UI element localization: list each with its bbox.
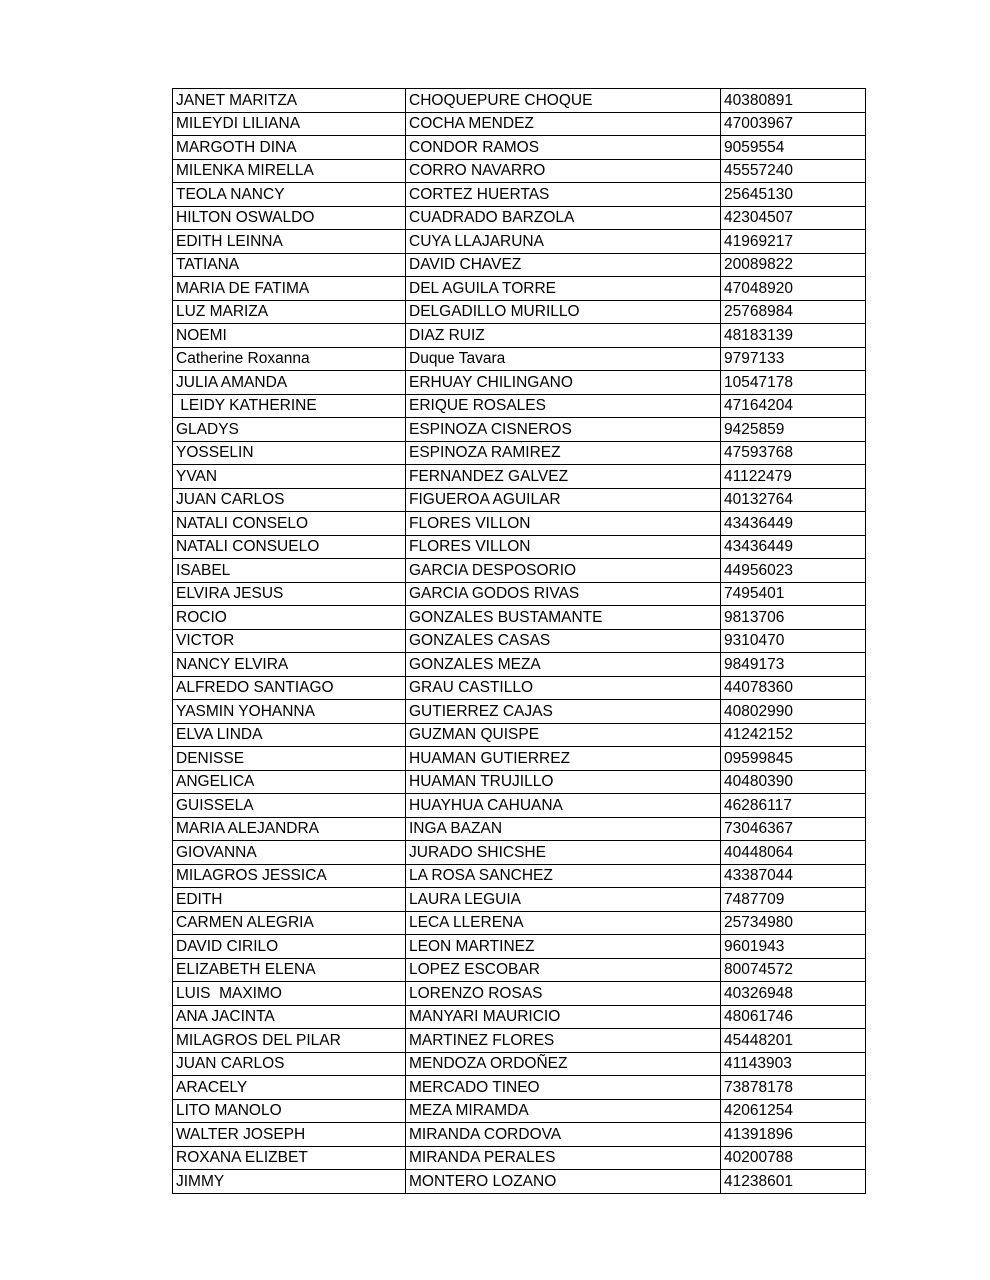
table-row xyxy=(173,676,866,700)
document-page xyxy=(172,88,866,1194)
first-name-cell: HILTON OSWALDO xyxy=(173,206,406,230)
last-name-cell: MIRANDA CORDOVA xyxy=(406,1123,721,1147)
first-name-cell: CARMEN ALEGRIA xyxy=(173,911,406,935)
first-name-cell: YASMIN YOHANNA xyxy=(173,700,406,724)
last-name-cell: MIRANDA PERALES xyxy=(406,1146,721,1170)
last-name-cell: CORTEZ HUERTAS xyxy=(406,183,721,207)
first-name-cell: ELVIRA JESUS xyxy=(173,582,406,606)
id-number-cell: 40448064 xyxy=(721,841,866,865)
id-number-cell: 73878178 xyxy=(721,1076,866,1100)
last-name-cell: HUAMAN GUTIERREZ xyxy=(406,747,721,771)
first-name-cell: JULIA AMANDA xyxy=(173,371,406,395)
first-name-cell: ROCIO xyxy=(173,606,406,630)
last-name-cell: ESPINOZA RAMIREZ xyxy=(406,441,721,465)
last-name-cell: JURADO SHICSHE xyxy=(406,841,721,865)
first-name-cell: NATALI CONSELO xyxy=(173,512,406,536)
first-name-cell: ARACELY xyxy=(173,1076,406,1100)
first-name-cell: YOSSELIN xyxy=(173,441,406,465)
last-name-cell: FERNANDEZ GALVEZ xyxy=(406,465,721,489)
table-row xyxy=(173,1076,866,1100)
id-number-cell: 25768984 xyxy=(721,300,866,324)
last-name-cell: LORENZO ROSAS xyxy=(406,982,721,1006)
id-number-cell: 40132764 xyxy=(721,488,866,512)
id-number-cell: 7487709 xyxy=(721,888,866,912)
first-name-cell: TEOLA NANCY xyxy=(173,183,406,207)
table-row xyxy=(173,888,866,912)
table-row xyxy=(173,770,866,794)
table-row xyxy=(173,982,866,1006)
id-number-cell: 40200788 xyxy=(721,1146,866,1170)
id-number-cell: 45557240 xyxy=(721,159,866,183)
id-number-cell: 41122479 xyxy=(721,465,866,489)
table-row xyxy=(173,911,866,935)
last-name-cell: LA ROSA SANCHEZ xyxy=(406,864,721,888)
last-name-cell: FLORES VILLON xyxy=(406,535,721,559)
first-name-cell: DAVID CIRILO xyxy=(173,935,406,959)
last-name-cell: LOPEZ ESCOBAR xyxy=(406,958,721,982)
last-name-cell: GUTIERREZ CAJAS xyxy=(406,700,721,724)
last-name-cell: MANYARI MAURICIO xyxy=(406,1005,721,1029)
id-number-cell: 48183139 xyxy=(721,324,866,348)
roster-table xyxy=(172,88,866,1194)
last-name-cell: INGA BAZAN xyxy=(406,817,721,841)
id-number-cell: 41969217 xyxy=(721,230,866,254)
table-row xyxy=(173,89,866,113)
id-number-cell: 47593768 xyxy=(721,441,866,465)
id-number-cell: 25734980 xyxy=(721,911,866,935)
id-number-cell: 42061254 xyxy=(721,1099,866,1123)
table-row xyxy=(173,441,866,465)
table-row xyxy=(173,629,866,653)
id-number-cell: 43436449 xyxy=(721,512,866,536)
first-name-cell: NOEMI xyxy=(173,324,406,348)
last-name-cell: CHOQUEPURE CHOQUE xyxy=(406,89,721,113)
table-row xyxy=(173,465,866,489)
id-number-cell: 47164204 xyxy=(721,394,866,418)
table-row xyxy=(173,841,866,865)
id-number-cell: 40480390 xyxy=(721,770,866,794)
first-name-cell: LEIDY KATHERINE xyxy=(173,394,406,418)
last-name-cell: HUAMAN TRUJILLO xyxy=(406,770,721,794)
table-row xyxy=(173,394,866,418)
id-number-cell: 73046367 xyxy=(721,817,866,841)
table-row xyxy=(173,253,866,277)
last-name-cell: LAURA LEGUIA xyxy=(406,888,721,912)
last-name-cell: GUZMAN QUISPE xyxy=(406,723,721,747)
last-name-cell: ERHUAY CHILINGANO xyxy=(406,371,721,395)
table-row xyxy=(173,606,866,630)
id-number-cell: 40380891 xyxy=(721,89,866,113)
id-number-cell: 47048920 xyxy=(721,277,866,301)
roster-table-body xyxy=(173,89,866,1194)
table-row xyxy=(173,512,866,536)
first-name-cell: MARIA ALEJANDRA xyxy=(173,817,406,841)
id-number-cell: 9797133 xyxy=(721,347,866,371)
first-name-cell: YVAN xyxy=(173,465,406,489)
id-number-cell: 41391896 xyxy=(721,1123,866,1147)
last-name-cell: GONZALES MEZA xyxy=(406,653,721,677)
table-row xyxy=(173,112,866,136)
id-number-cell: 9310470 xyxy=(721,629,866,653)
table-row xyxy=(173,1029,866,1053)
first-name-cell: MARGOTH DINA xyxy=(173,136,406,160)
last-name-cell: MONTERO LOZANO xyxy=(406,1170,721,1194)
id-number-cell: 45448201 xyxy=(721,1029,866,1053)
first-name-cell: Catherine Roxanna xyxy=(173,347,406,371)
first-name-cell: MILEYDI LILIANA xyxy=(173,112,406,136)
first-name-cell: ISABEL xyxy=(173,559,406,583)
id-number-cell: 20089822 xyxy=(721,253,866,277)
first-name-cell: MILENKA MIRELLA xyxy=(173,159,406,183)
table-row xyxy=(173,535,866,559)
id-number-cell: 9601943 xyxy=(721,935,866,959)
last-name-cell: CUADRADO BARZOLA xyxy=(406,206,721,230)
table-row xyxy=(173,347,866,371)
table-row xyxy=(173,559,866,583)
last-name-cell: ESPINOZA CISNEROS xyxy=(406,418,721,442)
table-row xyxy=(173,159,866,183)
last-name-cell: COCHA MENDEZ xyxy=(406,112,721,136)
table-row xyxy=(173,935,866,959)
first-name-cell: TATIANA xyxy=(173,253,406,277)
table-row xyxy=(173,700,866,724)
last-name-cell: DAVID CHAVEZ xyxy=(406,253,721,277)
first-name-cell: LITO MANOLO xyxy=(173,1099,406,1123)
first-name-cell: GIOVANNA xyxy=(173,841,406,865)
last-name-cell: MENDOZA ORDOÑEZ xyxy=(406,1052,721,1076)
table-row xyxy=(173,1005,866,1029)
first-name-cell: EDITH LEINNA xyxy=(173,230,406,254)
table-row xyxy=(173,1052,866,1076)
id-number-cell: 9813706 xyxy=(721,606,866,630)
id-number-cell: 80074572 xyxy=(721,958,866,982)
last-name-cell: DEL AGUILA TORRE xyxy=(406,277,721,301)
table-row xyxy=(173,277,866,301)
table-row xyxy=(173,864,866,888)
last-name-cell: DIAZ RUIZ xyxy=(406,324,721,348)
table-row xyxy=(173,418,866,442)
last-name-cell: CUYA LLAJARUNA xyxy=(406,230,721,254)
table-row xyxy=(173,206,866,230)
last-name-cell: CONDOR RAMOS xyxy=(406,136,721,160)
id-number-cell: 44078360 xyxy=(721,676,866,700)
first-name-cell: GUISSELA xyxy=(173,794,406,818)
table-row xyxy=(173,230,866,254)
table-row xyxy=(173,488,866,512)
first-name-cell: ELVA LINDA xyxy=(173,723,406,747)
first-name-cell: ALFREDO SANTIAGO xyxy=(173,676,406,700)
first-name-cell: MILAGROS JESSICA xyxy=(173,864,406,888)
last-name-cell: LECA LLERENA xyxy=(406,911,721,935)
table-row xyxy=(173,1099,866,1123)
id-number-cell: 43387044 xyxy=(721,864,866,888)
table-row xyxy=(173,371,866,395)
id-number-cell: 25645130 xyxy=(721,183,866,207)
id-number-cell: 42304507 xyxy=(721,206,866,230)
table-row xyxy=(173,183,866,207)
first-name-cell: LUIS MAXIMO xyxy=(173,982,406,1006)
id-number-cell: 46286117 xyxy=(721,794,866,818)
table-row xyxy=(173,300,866,324)
last-name-cell: MEZA MIRAMDA xyxy=(406,1099,721,1123)
last-name-cell: MERCADO TINEO xyxy=(406,1076,721,1100)
first-name-cell: JUAN CARLOS xyxy=(173,488,406,512)
id-number-cell: 41238601 xyxy=(721,1170,866,1194)
last-name-cell: CORRO NAVARRO xyxy=(406,159,721,183)
first-name-cell: NATALI CONSUELO xyxy=(173,535,406,559)
last-name-cell: FLORES VILLON xyxy=(406,512,721,536)
id-number-cell: 48061746 xyxy=(721,1005,866,1029)
first-name-cell: JANET MARITZA xyxy=(173,89,406,113)
table-row xyxy=(173,1170,866,1194)
last-name-cell: GONZALES CASAS xyxy=(406,629,721,653)
table-row xyxy=(173,136,866,160)
last-name-cell: GARCIA GODOS RIVAS xyxy=(406,582,721,606)
first-name-cell: JUAN CARLOS xyxy=(173,1052,406,1076)
last-name-cell: ERIQUE ROSALES xyxy=(406,394,721,418)
id-number-cell: 43436449 xyxy=(721,535,866,559)
id-number-cell: 9849173 xyxy=(721,653,866,677)
id-number-cell: 47003967 xyxy=(721,112,866,136)
last-name-cell: GRAU CASTILLO xyxy=(406,676,721,700)
last-name-cell: DELGADILLO MURILLO xyxy=(406,300,721,324)
table-row xyxy=(173,582,866,606)
table-row xyxy=(173,1146,866,1170)
id-number-cell: 40326948 xyxy=(721,982,866,1006)
first-name-cell: GLADYS xyxy=(173,418,406,442)
last-name-cell: GONZALES BUSTAMANTE xyxy=(406,606,721,630)
id-number-cell: 9059554 xyxy=(721,136,866,160)
table-row xyxy=(173,324,866,348)
id-number-cell: 9425859 xyxy=(721,418,866,442)
first-name-cell: NANCY ELVIRA xyxy=(173,653,406,677)
table-row xyxy=(173,723,866,747)
id-number-cell: 41242152 xyxy=(721,723,866,747)
first-name-cell: DENISSE xyxy=(173,747,406,771)
first-name-cell: VICTOR xyxy=(173,629,406,653)
table-row xyxy=(173,1123,866,1147)
first-name-cell: ELIZABETH ELENA xyxy=(173,958,406,982)
table-row xyxy=(173,747,866,771)
first-name-cell: JIMMY xyxy=(173,1170,406,1194)
last-name-cell: MARTINEZ FLORES xyxy=(406,1029,721,1053)
last-name-cell: LEON MARTINEZ xyxy=(406,935,721,959)
last-name-cell: Duque Tavara xyxy=(406,347,721,371)
first-name-cell: WALTER JOSEPH xyxy=(173,1123,406,1147)
id-number-cell: 7495401 xyxy=(721,582,866,606)
first-name-cell: ANGELICA xyxy=(173,770,406,794)
id-number-cell: 41143903 xyxy=(721,1052,866,1076)
first-name-cell: MARIA DE FATIMA xyxy=(173,277,406,301)
first-name-cell: EDITH xyxy=(173,888,406,912)
first-name-cell: ANA JACINTA xyxy=(173,1005,406,1029)
first-name-cell: MILAGROS DEL PILAR xyxy=(173,1029,406,1053)
first-name-cell: LUZ MARIZA xyxy=(173,300,406,324)
last-name-cell: HUAYHUA CAHUANA xyxy=(406,794,721,818)
last-name-cell: FIGUEROA AGUILAR xyxy=(406,488,721,512)
id-number-cell: 09599845 xyxy=(721,747,866,771)
table-row xyxy=(173,653,866,677)
id-number-cell: 44956023 xyxy=(721,559,866,583)
first-name-cell: ROXANA ELIZBET xyxy=(173,1146,406,1170)
id-number-cell: 10547178 xyxy=(721,371,866,395)
id-number-cell: 40802990 xyxy=(721,700,866,724)
table-row xyxy=(173,958,866,982)
table-row xyxy=(173,817,866,841)
table-row xyxy=(173,794,866,818)
last-name-cell: GARCIA DESPOSORIO xyxy=(406,559,721,583)
